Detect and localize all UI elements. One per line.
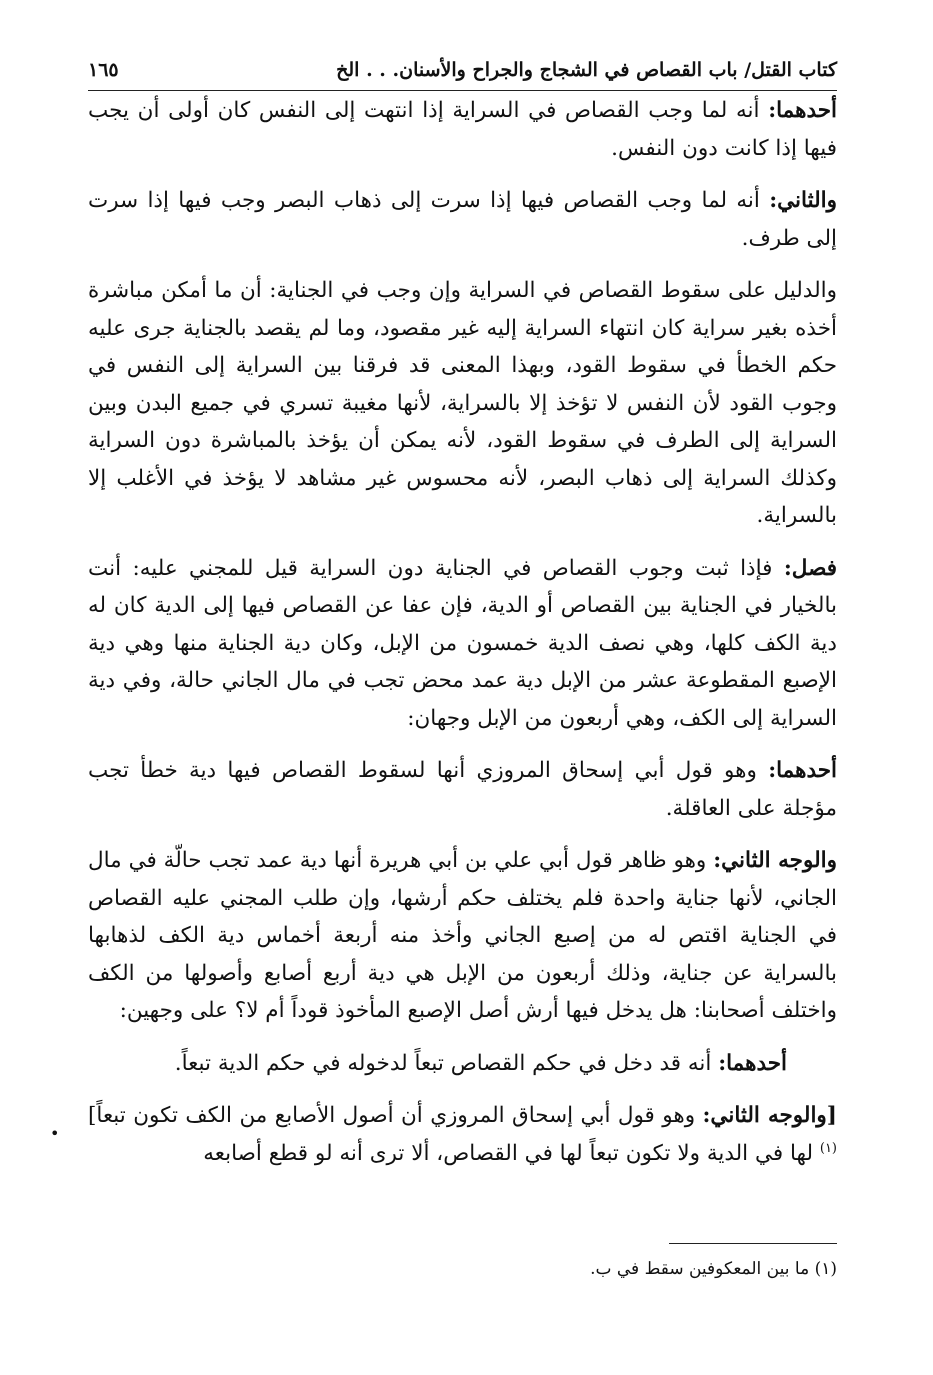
paragraph-lead: والثاني: [769, 188, 837, 213]
footnote-marker: (١) [819, 1140, 837, 1156]
paragraph-2 [88, 182, 837, 257]
paragraph-text: وهو قول أبي إسحاق المروزي أنها لسقوط القصاص فيها دية خطأ تجب مؤجلة على العاقلة. [88, 758, 837, 821]
page-body [88, 92, 837, 1187]
paragraph-lead: أحدهما: [768, 758, 837, 783]
paragraph-text: والدليل على سقوط القصاص في السراية وإن وجب في الجناية: أن ما أمكن مباشرة أخذه بغير سراية كان انتهاء السراية إليه غير مقصود، وما لم يقصد بالجناية جرى عليه حكم الخطأ في سقوط القود، وبهذا المعنى قد فرقنا بين السراية إلى النفس في وجوب القود لأن النفس لا تؤخذ إلا بالسراية، لأنها مغيبة تسري في جميع البدن وبين السراية إلى الطرف في سقوط القود، لأنه يمكن أن يؤخذ بالمباشرة دون السراية وكذلك السراية إلى ذهاب البصر، لأنه محسوس غير مشاهد لا يؤخذ في الأغلب إلا بالسراية. [88, 278, 837, 528]
paragraph-6 [88, 842, 837, 1030]
paragraph-lead: [والوجه الثاني: [702, 1103, 837, 1128]
footnote-divider [669, 1243, 837, 1244]
paragraph-lead: أحدهما: [718, 1050, 787, 1076]
paragraph-7 [88, 1045, 837, 1083]
paragraph-lead: فصل: [783, 555, 837, 581]
paragraph-1 [88, 92, 837, 167]
page-header [88, 50, 837, 91]
paragraph-text: أنه لما وجب القصاص فيها إذا سرت إلى ذهاب البصر وجب فيها إذا سرت إلى طرف. [88, 188, 837, 251]
footnote: (١) ما بين المعكوفين سقط في ب. [590, 1259, 837, 1279]
paragraph-text-tail: لها في الدية ولا تكون تبعاً لها في القصاص، ألا ترى أنه لو قطع أصابعه [203, 1140, 820, 1166]
paragraph-text: وهو قول أبي إسحاق المروزي أن أصول الأصابع من الكف تكون تبعاً] [88, 1103, 703, 1128]
paragraph-4 [88, 550, 837, 738]
paragraph-lead: أحدهما: [768, 98, 837, 123]
paragraph-text: فإذا ثبت وجوب القصاص في الجناية دون السراية قيل للمجني عليه: أنت بالخيار في الجناية بين القصاص أو الدية، فإن عفا عن القصاص فيها إلى الدية كان له دية الكف كلها، وهي نصف الدية خمسون من الإبل، وكان دية الجناية منها وهي دية الإصبع المقطوعة عشر من الإبل دية عمد محض تجب في مال الجاني حالة، وفي دية السراية إلى الكف، وهي أربعون من الإبل وجهان: [88, 555, 837, 731]
paragraph-text: أنه لما وجب القصاص في السراية إذا انتهت إلى النفس كان أولى أن يجب فيها إذا كانت دون النفس. [88, 98, 837, 161]
paragraph-lead: والوجه الثاني: [713, 848, 837, 873]
paragraph-8 [88, 1097, 837, 1172]
running-title: كتاب القتل/ باب القصاص في الشجاج والجراح والأسنان. . . الخ [336, 59, 837, 81]
paragraph-3 [88, 272, 837, 535]
paragraph-5 [88, 752, 837, 827]
paragraph-text: وهو ظاهر قول أبي علي بن أبي هريرة أنها دية عمد تجب حالّة في مال الجاني، لأنها جناية واحدة فلم يختلف حكم أرشها، وإن طلب المجني عليه القصاص في الجناية اقتص له من إصبع الجاني وأخذ منه أربعة أخماس دية الكف لذهابها بالسراية عن جناية، وذلك أربعون من الإبل هي دية أربع أصابع وأصولها من الكف واختلف أصحابنا: هل يدخل فيها أرش أصل الإصبع المأخوذ قوداً أم لا؟ على وجهين: [88, 848, 837, 1023]
page-number: ١٦٥ [88, 59, 119, 81]
paragraph-text: أنه قد دخل في حكم القصاص تبعاً لدخوله في حكم الدية تبعاً. [174, 1050, 719, 1076]
margin-dot: • [50, 1124, 60, 1143]
